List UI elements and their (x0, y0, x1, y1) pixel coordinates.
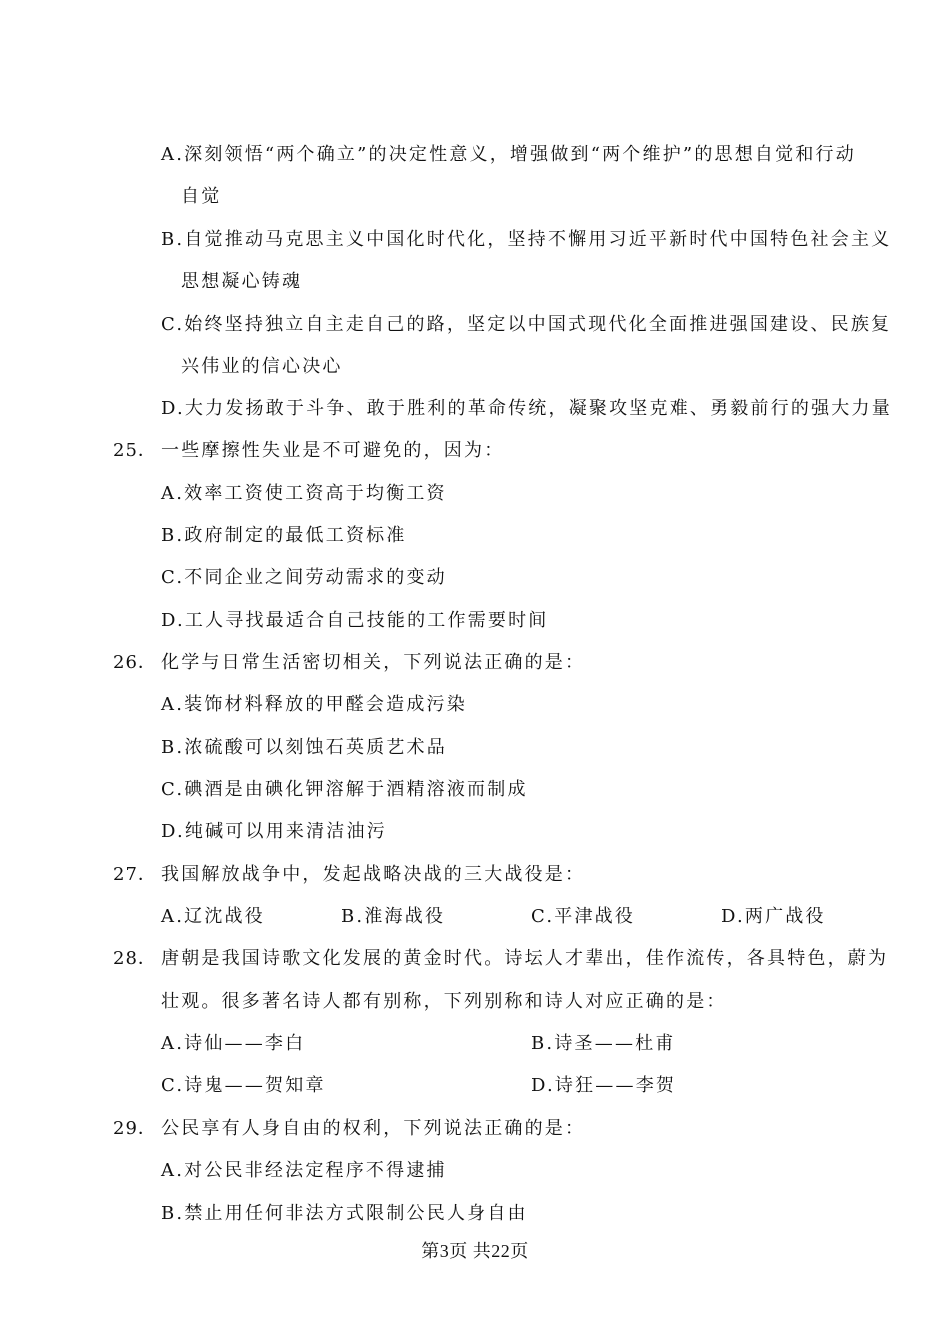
question-number: 25． (113, 440, 157, 461)
option-a: A.装饰材料释放的甲醛会造成污染 (161, 694, 467, 715)
question-number: 29． (113, 1118, 157, 1139)
option-b: B.诗圣——杜甫 (531, 1033, 676, 1054)
option-b-line-1: B.自觉推动马克思主义中国化时代化，坚持不懈用习近平新时代中国特色社会主义 (161, 229, 892, 250)
option-b: B.淮海战役 (341, 906, 446, 927)
question-number: 27． (113, 864, 157, 885)
option-d: D.工人寻找最适合自己技能的工作需要时间 (161, 610, 549, 631)
option-c: C.碘酒是由碘化钾溶解于酒精溶液而制成 (161, 779, 528, 800)
option-b: B.浓硫酸可以刻蚀石英质艺术品 (161, 737, 447, 758)
question-number: 26． (113, 652, 157, 673)
option-d: D.纯碱可以用来清洁油污 (161, 821, 387, 842)
question-stem-line-1: 唐朝是我国诗歌文化发展的黄金时代。诗坛人才辈出，佳作流传，各具特色，蔚为 (161, 948, 889, 969)
page-footer: 第3页 共22页 (421, 1241, 529, 1261)
option-c-line-1: C.始终坚持独立自主走自己的路，坚定以中国式现代化全面推进强国建设、民族复 (161, 314, 892, 335)
option-b-line-2: 思想凝心铸魂 (181, 271, 303, 292)
question-number: 28． (113, 948, 157, 969)
option-b: B.政府制定的最低工资标准 (161, 525, 407, 546)
option-a: A.辽沈战役 (161, 906, 265, 927)
option-a: A.对公民非经法定程序不得逮捕 (161, 1160, 447, 1181)
question-stem: 化学与日常生活密切相关，下列说法正确的是： (161, 652, 586, 673)
option-b: B.禁止用任何非法方式限制公民人身自由 (161, 1203, 528, 1224)
option-c: C.不同企业之间劳动需求的变动 (161, 567, 447, 588)
option-a: A.效率工资使工资高于均衡工资 (161, 483, 447, 504)
option-c: C.平津战役 (531, 906, 636, 927)
option-c: C.诗鬼——贺知章 (161, 1075, 326, 1096)
option-d: D.大力发扬敢于斗争、敢于胜利的革命传统，凝聚攻坚克难、勇毅前行的强大力量 (161, 398, 892, 419)
question-stem: 一些摩擦性失业是不可避免的，因为： (161, 440, 505, 461)
question-stem-line-2: 壮观。很多著名诗人都有别称，下列别称和诗人对应正确的是： (161, 991, 727, 1012)
option-a: A.诗仙——李白 (161, 1033, 306, 1054)
option-a-line-2: 自觉 (181, 186, 222, 207)
option-d: D.诗狂——李贺 (531, 1075, 677, 1096)
option-a-line-1: A.深刻领悟“两个确立”的决定性意义，增强做到“两个维护”的思想自觉和行动 (161, 144, 856, 165)
question-stem: 我国解放战争中，发起战略决战的三大战役是： (161, 864, 586, 885)
option-c-line-2: 兴伟业的信心决心 (181, 356, 343, 377)
question-stem: 公民享有人身自由的权利，下列说法正确的是： (161, 1118, 586, 1139)
option-d: D.两广战役 (721, 906, 826, 927)
